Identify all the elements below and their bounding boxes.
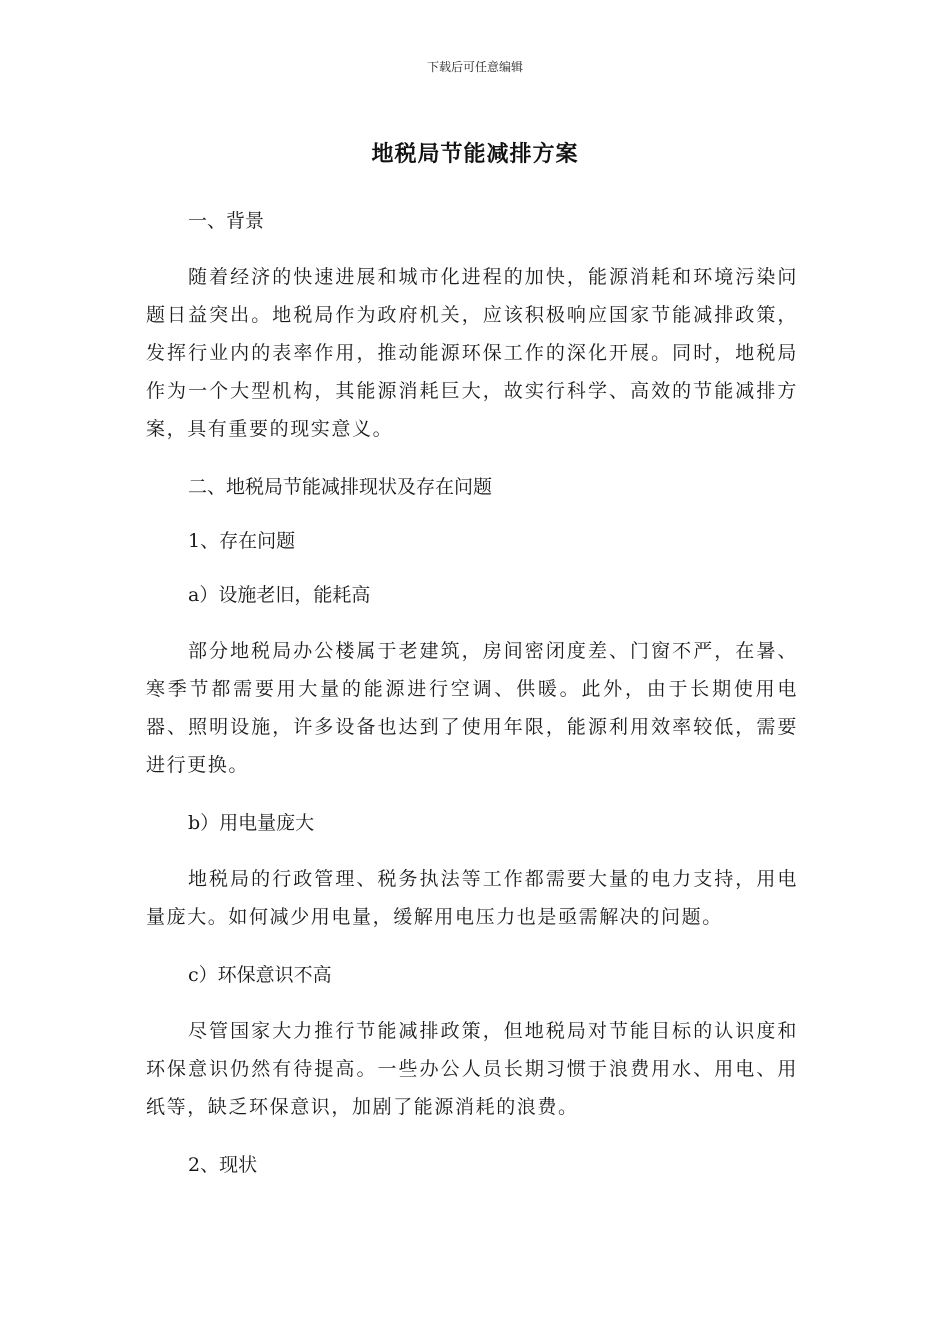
document-body <box>146 204 798 1182</box>
section-heading-status-problems: 二、地税局节能减排现状及存在问题 <box>188 476 493 498</box>
subsection-heading-status: 2、现状 <box>188 1154 258 1176</box>
paragraph-background: 随着经济的快速进展和城市化进程的加快，能源消耗和环境污染问题日益突出。地税局作为政府机关，应该积极响应国家节能减排政策，发挥行业内的表率作用，推动能源环保工作的深化开展。同时，地税局作为一个大型机构，其能源消耗巨大，故实行科学、高效的节能减排方案，具有重要的现实意义。 <box>146 266 798 440</box>
item-heading-c: c）环保意识不高 <box>188 964 332 986</box>
paragraph-b: 地税局的行政管理、税务执法等工作都需要大量的电力支持，用电量庞大。如何减少用电量，缓解用电压力也是亟需解决的问题。 <box>146 868 798 928</box>
paragraph-c: 尽管国家大力推行节能减排政策，但地税局对节能目标的认识度和环保意识仍然有待提高。一些办公人员长期习惯于浪费用水、用电、用纸等，缺乏环保意识，加剧了能源消耗的浪费。 <box>146 1020 798 1118</box>
section-heading-background: 一、背景 <box>188 210 265 232</box>
item-heading-a: a）设施老旧，能耗高 <box>188 584 371 606</box>
header-note: 下载后可任意编辑 <box>426 60 523 74</box>
item-heading-b: b）用电量庞大 <box>188 812 315 834</box>
paragraph-a: 部分地税局办公楼属于老建筑，房间密闭度差、门窗不严，在暑、寒季节都需要用大量的能源进行空调、供暖。此外，由于长期使用电器、照明设施，许多设备也达到了使用年限，能源利用效率较低，需要进行更换。 <box>146 640 798 776</box>
subsection-heading-problems: 1、存在问题 <box>188 530 296 552</box>
page-title: 地税局节能减排方案 <box>371 142 579 167</box>
